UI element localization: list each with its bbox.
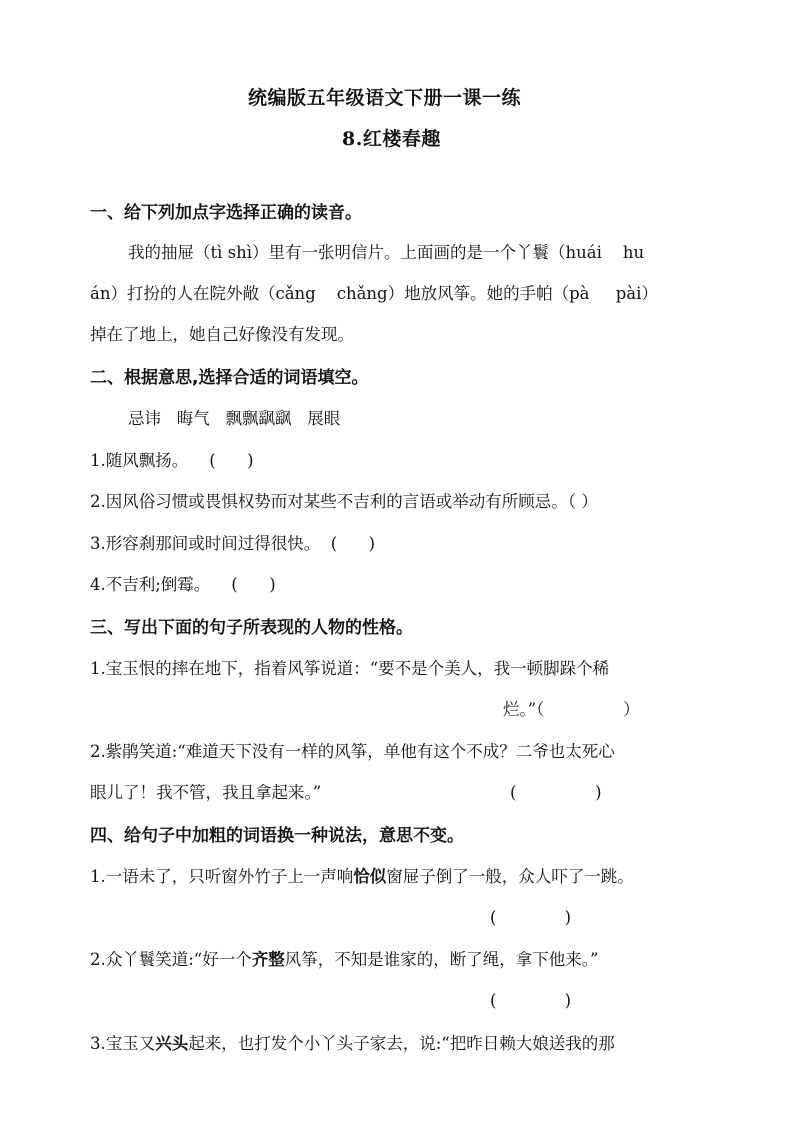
section4-question-1-blank: ( ) bbox=[490, 908, 572, 927]
section3-question-1-line1: 1.宝玉恨的摔在地下，指着风筝说道：“要不是个美人，我一顿脚跺个稀 bbox=[90, 659, 610, 678]
section4-q3-text-after: 起来，也打发个小丫头子家去，说:“把昨日赖大娘送我的那 bbox=[188, 1034, 615, 1053]
section2-question-2: 2.因风俗习惯或畏惧权势而对某些不吉利的言语或举动有所顾忌。（ ） bbox=[90, 492, 598, 511]
section1-line3: 掉在了地上，她自己好像没有发现。 bbox=[90, 325, 354, 344]
section4-heading: 四、给句子中加粗的词语换一种说法，意思不变。 bbox=[90, 826, 464, 846]
section2-heading: 二、根据意思,选择合适的词语填空。 bbox=[90, 368, 369, 388]
section4-question-1 bbox=[90, 866, 634, 888]
section4-q3-text-before: 3.宝玉又 bbox=[90, 1034, 156, 1053]
section2-question-1: 1.随风飘扬。 ( ) bbox=[90, 451, 254, 470]
section4-q1-text-after: 窗屉子倒了一般，众人吓了一跳。 bbox=[386, 867, 634, 886]
section1-line1: 我的抽屉（tì shì）里有一张明信片。上面画的是一个丫鬟（huái hu bbox=[128, 243, 645, 262]
section1-line2: án）打扮的人在院外敞（cǎng chǎng）地放风筝。她的手帕（pà pài） bbox=[90, 284, 658, 303]
section3-question-1-line2: 烂。”（ ） bbox=[503, 700, 640, 719]
section2-question-4: 4.不吉利;倒霉。 ( ) bbox=[90, 575, 276, 594]
section4-q2-bold-word: 齐整 bbox=[251, 950, 285, 969]
section4-q1-bold-word: 恰似 bbox=[353, 867, 387, 886]
section4-question-2 bbox=[90, 949, 598, 971]
section2-word-bank: 忌讳 晦气 飘飘飖飖 展眼 bbox=[128, 409, 341, 428]
page-title: 统编版五年级语文下册一课一练 bbox=[248, 87, 522, 109]
section4-question-2-blank: ( ) bbox=[490, 991, 572, 1010]
section2-question-3: 3.形容刹那间或时间过得很快。 ( ) bbox=[90, 534, 376, 553]
section3-heading: 三、写出下面的句子所表现的人物的性格。 bbox=[90, 618, 413, 638]
section4-q3-bold-word: 兴头 bbox=[155, 1034, 189, 1053]
section1-heading: 一、给下列加点字选择正确的读音。 bbox=[90, 203, 362, 223]
section4-q2-text-before: 2.众丫鬟笑道:“好一个 bbox=[90, 950, 252, 969]
section4-q2-text-after: 风筝，不知是谁家的，断了绳，拿下他来。” bbox=[284, 950, 599, 969]
section4-q1-text-before: 1.一语未了，只听窗外竹子上一声响 bbox=[90, 867, 354, 886]
section3-question-2-blank: ( ) bbox=[510, 783, 602, 802]
section3-question-2-line2: 眼儿了！我不管，我且拿起来。” bbox=[90, 783, 322, 802]
lesson-title: 8.红楼春趣 bbox=[342, 128, 441, 150]
section3-question-2-line1: 2.紫鹃笑道:“难道天下没有一样的风筝，单他有这个不成？二爷也太死心 bbox=[90, 742, 615, 761]
section4-question-3 bbox=[90, 1033, 615, 1055]
